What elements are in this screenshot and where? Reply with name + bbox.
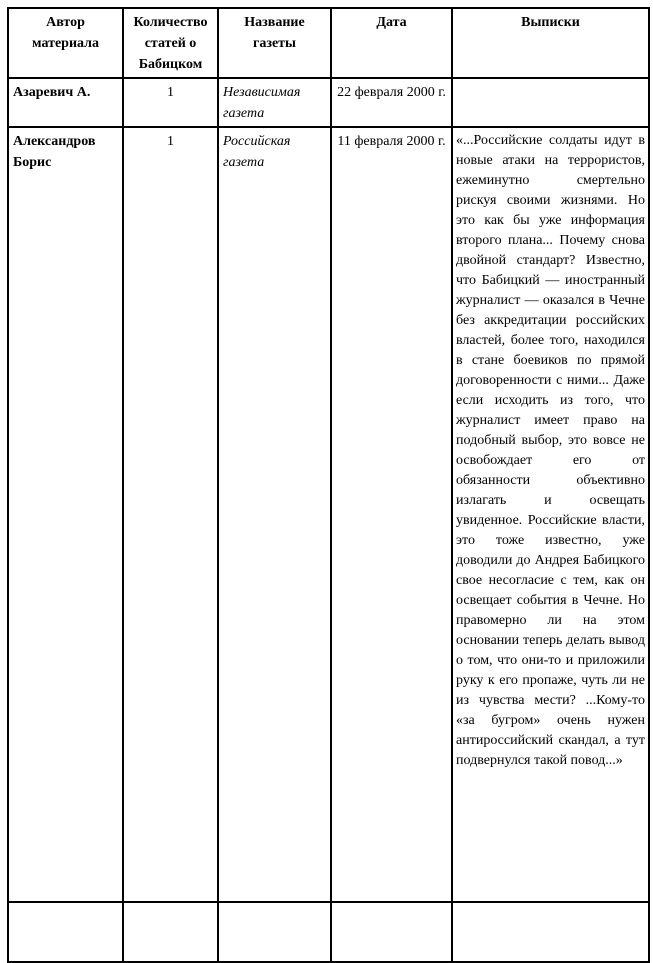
table-row-partial <box>8 902 649 962</box>
excerpt-cell <box>452 902 649 962</box>
author-cell: Александров Борис <box>8 127 123 902</box>
table-header-row <box>8 8 649 78</box>
newspaper-cell: Российская газета <box>218 127 331 902</box>
date-cell <box>331 902 452 962</box>
excerpt-cell <box>452 78 649 127</box>
table-row <box>8 78 649 127</box>
count-cell: 1 <box>123 127 218 902</box>
table-row <box>8 127 649 902</box>
header-article-count: Количество статей о Бабицком <box>123 8 218 78</box>
count-cell: 1 <box>123 78 218 127</box>
date-cell: 11 февраля 2000 г. <box>331 127 452 902</box>
author-cell <box>8 902 123 962</box>
newspaper-cell: Независимая газета <box>218 78 331 127</box>
header-excerpts: Выписки <box>452 8 649 78</box>
count-cell <box>123 902 218 962</box>
author-cell: Азаревич А. <box>8 78 123 127</box>
articles-table <box>7 7 650 963</box>
header-date: Дата <box>331 8 452 78</box>
newspaper-cell <box>218 902 331 962</box>
date-cell: 22 февраля 2000 г. <box>331 78 452 127</box>
excerpt-cell: «...Российские солдаты идут в новые атаки на террористов, ежеминутно смертельно рискуя своими жизнями. Но это как бы уже информация второго плана... Почему снова двойной стандарт? Известно, что Бабицкий — иностранный журналист — оказался в Чечне без аккредитации российских властей, более того, находился в стане боевиков по прямой договоренности с ними... Даже если исходить из того, что журналист имеет право на подобный выбор, это вовсе не освобождает его от обязанности объективно излагать и освещать увиденное. Российские власти, это тоже известно, уже доводили до Андрея Бабицкого свое несогласие с тем, как он освещает события в Чечне. Но правомерно ли на этом основании теперь делать вывод о том, что они-то и приложили руку к его пропаже, чуть ли не из чувства мести? ...Кому-то «за бугром» очень нужен антироссийский скандал, а тут подвернулся такой повод...» <box>452 127 649 902</box>
header-author: Автор материала <box>8 8 123 78</box>
header-newspaper: Название газеты <box>218 8 331 78</box>
